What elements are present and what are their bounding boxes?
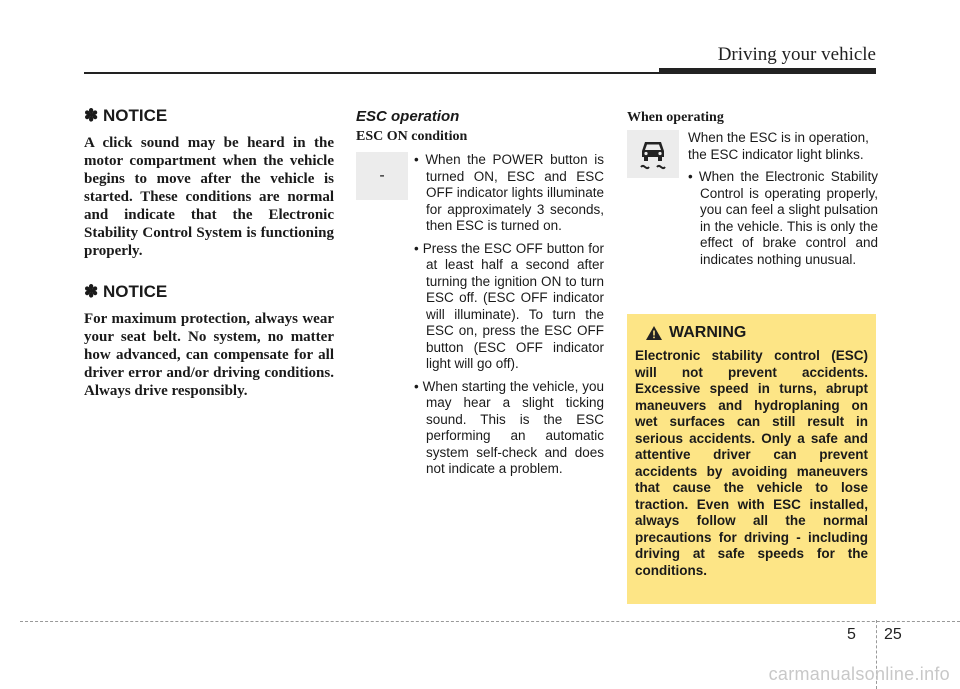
warning-triangle-icon (645, 325, 663, 341)
page-number: 25 (884, 626, 902, 643)
indicator-placeholder: - (379, 167, 385, 184)
list-item: • When the Electronic Stability Control is operating properly, you can feel a slight pulsation in the vehicle. This is only the effect of brake control and indicates nothing unusual. (688, 169, 878, 267)
when-operating-header (627, 110, 877, 126)
warning-body: Electronic stability control (ESC) will not prevent accidents. Excessive speed in turns, abrupt maneuvers and hydroplaning on wet surfaces can still result in serious accidents. Only a safe and attentive driver can prevent accidents by avoiding maneuvers that cause the vehicle to lose traction. Even with ESC installed, always follow all the normal precautions for driving - including driving at safe speeds for the conditions. (635, 348, 868, 578)
notice-body: A click sound may be heard in the motor compartment when the vehicle begins to move after the vehicle is started. These conditions are normal and indicate that the Electronic Stability Control System is functioning properly. (84, 135, 334, 259)
notice-column (84, 106, 334, 400)
esc-on-bullets (414, 152, 604, 484)
warning-box (627, 314, 876, 604)
esc-indicator-box (627, 130, 679, 178)
notice-body: For maximum protection, always wear your seat belt. No system, no matter how advanced, can compensate for all driver error and/or driving conditions. Always drive responsibly. (84, 311, 334, 399)
esc-indicator-icon (635, 136, 671, 172)
esc-on-condition-title: ESC ON condition (356, 129, 468, 144)
notice-block (84, 282, 334, 400)
warning-header (645, 324, 868, 342)
watermark: carmanualsonline.info (768, 664, 950, 684)
notice-title: ✽ NOTICE (84, 282, 168, 301)
indicator-placeholder-box (356, 152, 408, 200)
list-item: • When the POWER button is turned ON, ESC and ESC OFF indicator lights illuminate for approximately 3 seconds, then ESC is turned on. (414, 152, 604, 233)
list-item: • When starting the vehicle, you may hear a slight ticking sound. This is the ESC performing an automatic system self-check and does not indicate a problem. (414, 378, 604, 476)
section-header-title: Driving your vehicle (717, 44, 876, 65)
when-operating-title: When operating (627, 110, 724, 125)
warning-title: WARNING (669, 324, 747, 341)
when-operating-text (688, 130, 878, 274)
footer-divider (20, 621, 960, 622)
esc-operation-title: ESC operation (356, 108, 460, 125)
header-rule-thin (84, 72, 659, 74)
operating-paragraph: When the ESC is in operation, the ESC indicator light blinks. (688, 130, 869, 162)
chapter-number: 5 (847, 626, 856, 643)
notice-title: ✽ NOTICE (84, 106, 168, 125)
list-item: • Press the ESC OFF button for at least half a second after turning the ignition ON to turn ESC off. (ESC OFF indicator will illuminate). To turn the ESC on, press the ESC OFF button (ESC OFF indicator light will go off). (414, 240, 604, 371)
header-rule-thick (659, 68, 876, 74)
notice-block (84, 106, 334, 260)
esc-operation-header (356, 108, 606, 145)
